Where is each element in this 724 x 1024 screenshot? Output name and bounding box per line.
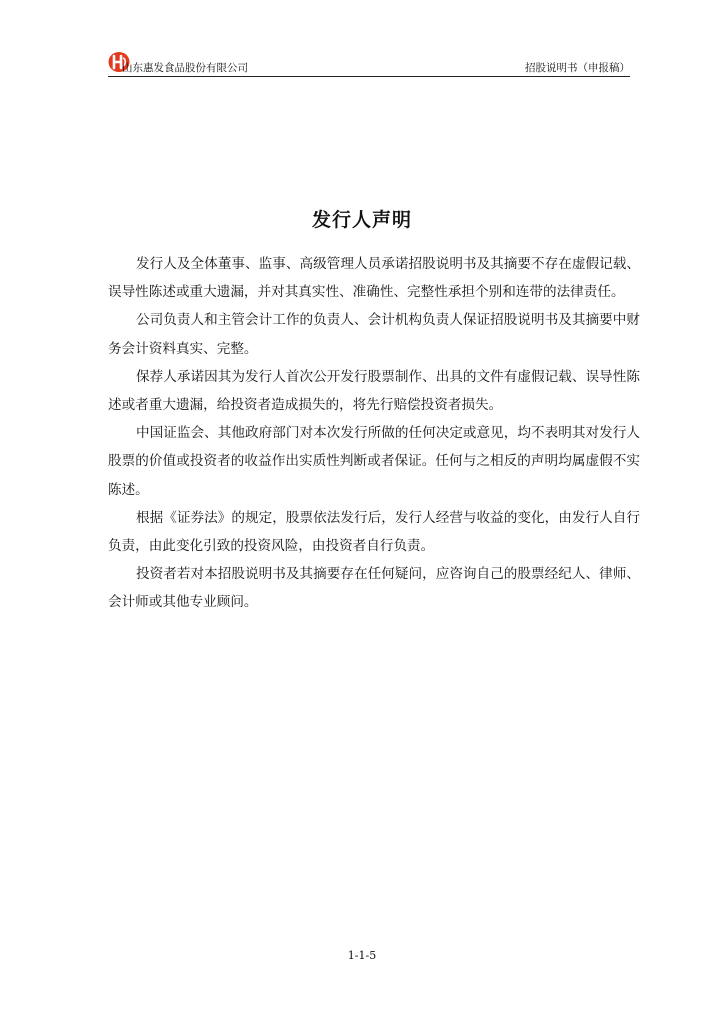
paragraph: 投资者若对本招股说明书及其摘要存在任何疑问，应咨询自己的股票经纪人、律师、会计师或其他专业顾问。 <box>108 566 640 611</box>
paragraph: 发行人及全体董事、监事、高级管理人员承诺招股说明书及其摘要不存在虚假记载、误导性陈述或重大遗漏，并对其真实性、准确性、完整性承担个别和连带的法律责任。 <box>108 256 640 301</box>
header-company-name: 山东惠发食品股份有限公司 <box>122 62 248 74</box>
paragraph: 中国证监会、其他政府部门对本次发行所做的任何决定或意见，均不表明其对发行人股票的价值或投资者的收益作出实质性判断或者保证。任何与之相反的声明均属虚假不实陈述。 <box>108 425 640 498</box>
header-rule <box>108 76 630 77</box>
paragraph: 保荐人承诺因其为发行人首次公开发行股票制作、出具的文件有虚假记载、误导性陈述或者重大遗漏，给投资者造成损失的，将先行赔偿投资者损失。 <box>108 368 640 414</box>
page-header <box>108 50 630 78</box>
declaration-body <box>108 250 640 617</box>
paragraph: 公司负责人和主管会计工作的负责人、会计机构负责人保证招股说明书及其摘要中财务会计资料真实、完整。 <box>108 312 640 357</box>
paragraph: 根据《证券法》的规定，股票依法发行后，发行人经营与收益的变化，由发行人自行负责，由此变化引致的投资风险，由投资者自行负责。 <box>108 509 640 555</box>
header-document-title: 招股说明书（申报稿） <box>525 62 630 74</box>
page-number: 1-1-5 <box>347 949 377 962</box>
page-title: 发行人声明 <box>311 209 412 231</box>
